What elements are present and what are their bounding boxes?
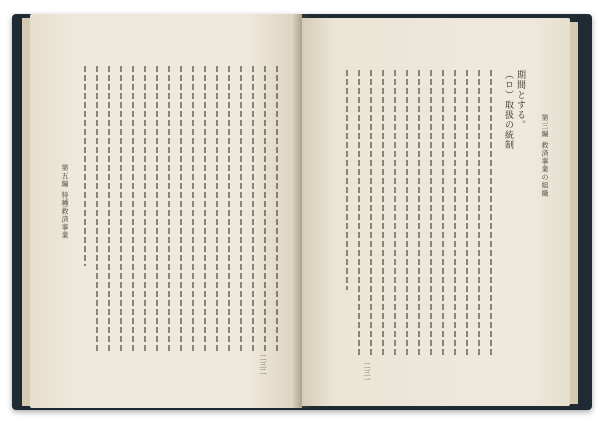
left-running-head: 第五編 特種救済事業 [61, 164, 69, 240]
left-page [30, 14, 302, 408]
right-first-line: 期間とする。 [515, 70, 525, 130]
right-running-head: 第三編 救済事業の組織 [541, 114, 549, 198]
right-section-heading: （ロ）取扱の統制 [503, 70, 513, 150]
left-page-text-lines [30, 14, 302, 408]
right-page-text-lines [302, 18, 570, 406]
right-page-number: 二三一 [363, 362, 371, 383]
right-page [302, 18, 570, 406]
left-page-number: 二三二 [259, 354, 267, 375]
